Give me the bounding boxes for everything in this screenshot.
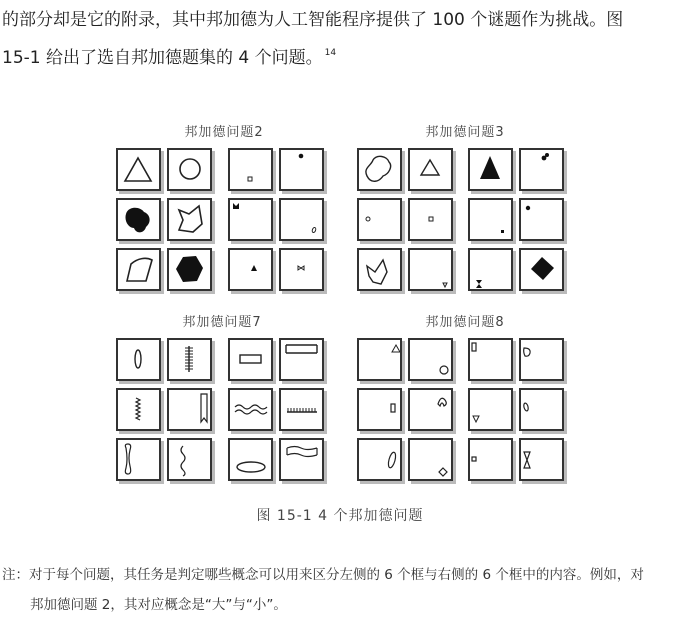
intro-line-2	[2, 37, 676, 75]
bp3-left-cell	[408, 248, 453, 291]
corner-hook-icon	[410, 390, 451, 429]
edge-hourglass-icon	[521, 440, 562, 479]
bp2-right-cell	[228, 148, 273, 191]
outline-triangle-icon	[410, 150, 451, 189]
corner-diamond-icon	[410, 440, 451, 479]
edge-rectangle-icon	[470, 340, 511, 379]
black-hourglass-icon	[470, 250, 511, 289]
outline-small-square-icon	[410, 200, 451, 239]
large-black-hexagon-icon	[169, 250, 210, 289]
note-line-1: 注：对于每个问题，其任务是判定哪些概念可以用来区分左侧的 6 个框与右侧的 6 个框中的内容。例如，对	[2, 567, 644, 583]
corner-rectangle-icon	[359, 390, 400, 429]
black-small-dot-icon	[521, 200, 562, 239]
bp7-left-cell	[167, 438, 212, 481]
bp7-right-cell	[279, 338, 324, 381]
black-triangle-icon	[470, 150, 511, 189]
outline-small-circle-icon	[359, 200, 400, 239]
bp2-right-cell	[228, 248, 273, 291]
bp3-right-cell	[468, 148, 513, 191]
bp2-right-cell	[279, 248, 324, 291]
horizontal-wavy-band-icon	[281, 440, 322, 479]
bp3-left-cell	[357, 148, 402, 191]
bp7-left-cell	[116, 388, 161, 431]
bp7-left-cell	[167, 338, 212, 381]
bp2-left-cell	[167, 148, 212, 191]
bp8-right-cell	[468, 338, 513, 381]
black-dots-icon	[521, 150, 562, 189]
large-irregular-polygon-icon	[169, 200, 210, 239]
bp2-left-cell	[167, 248, 212, 291]
small-bowtie-icon	[281, 250, 322, 289]
horizontal-wave-icon	[230, 390, 271, 429]
bp8-right-cell	[519, 388, 564, 431]
bp2-right-cell	[279, 148, 324, 191]
black-small-square-icon	[470, 200, 511, 239]
footnote-ref: 14	[324, 48, 337, 58]
horizontal-rectangle-icon	[230, 340, 271, 379]
bp7-right-cell	[228, 338, 273, 381]
bp7-right-cell	[228, 388, 273, 431]
bp8-left-cell	[357, 388, 402, 431]
bp8-right-cell	[468, 438, 513, 481]
bp2-right-cell	[228, 198, 273, 241]
note-line-2: 邦加德问题 2，其对应概念是“大”与“小”。	[30, 597, 287, 613]
intro-line-1: 的部分却是它的附录，其中邦加德为人工智能程序提供了 100 个谜题作为挑战。图	[2, 10, 624, 30]
vertical-zigzag-icon	[118, 390, 159, 429]
bp8-left-cell	[408, 338, 453, 381]
bp3-right-cell	[468, 198, 513, 241]
vertical-squiggle-icon	[169, 440, 210, 479]
corner-triangle-icon	[359, 340, 400, 379]
small-crown-icon	[230, 200, 271, 239]
large-triangle-icon	[118, 150, 159, 189]
bp3-right-cell	[519, 198, 564, 241]
panel-title-bp7: 邦加德问题7	[182, 315, 262, 330]
edge-small-square-icon	[470, 440, 511, 479]
figure-note	[2, 560, 678, 620]
edge-triangle-icon	[470, 390, 511, 429]
bp3-left-cell	[357, 248, 402, 291]
small-oval-icon	[281, 200, 322, 239]
edge-curl-icon	[521, 340, 562, 379]
large-sector-icon	[118, 250, 159, 289]
corner-circle-icon	[410, 340, 451, 379]
large-circle-icon	[169, 150, 210, 189]
small-black-triangle-icon	[230, 250, 271, 289]
intro-line-2-text: 15-1 给出了选自邦加德题集的 4 个问题。	[2, 48, 323, 68]
bp3-left-cell	[357, 198, 402, 241]
figure-caption: 图 15-1 4 个邦加德问题	[256, 508, 424, 524]
panel-title-bp3: 邦加德问题3	[425, 125, 505, 140]
outline-irregular-polygon-icon	[359, 250, 400, 289]
bp7-right-cell	[279, 388, 324, 431]
horizontal-oval-icon	[230, 440, 271, 479]
bp8-right-cell	[519, 338, 564, 381]
bp3-right-cell	[519, 148, 564, 191]
bp8-left-cell	[357, 338, 402, 381]
bp3-left-cell	[408, 148, 453, 191]
small-dot-icon	[281, 150, 322, 189]
black-diamond-icon	[521, 250, 562, 289]
vertical-comb-icon	[169, 340, 210, 379]
horizontal-bowtie-icon	[281, 340, 322, 379]
bp3-right-cell	[468, 248, 513, 291]
bp8-left-cell	[357, 438, 402, 481]
panel-title-bp8: 邦加德问题8	[425, 315, 505, 330]
bp7-left-cell	[167, 388, 212, 431]
vertical-ribbon-icon	[169, 390, 210, 429]
bp7-left-cell	[116, 338, 161, 381]
bp2-left-cell	[116, 148, 161, 191]
bp2-left-cell	[167, 198, 212, 241]
bp7-right-cell	[279, 438, 324, 481]
horizontal-comb-icon	[281, 390, 322, 429]
bp2-right-cell	[279, 198, 324, 241]
small-square-icon	[230, 150, 271, 189]
panel-title-bp2: 邦加德问题2	[184, 125, 264, 140]
bp7-left-cell	[116, 438, 161, 481]
outline-small-triangle-icon	[410, 250, 451, 289]
bp8-right-cell	[519, 438, 564, 481]
corner-oval-icon	[359, 440, 400, 479]
large-black-blob-icon	[118, 200, 159, 239]
bp8-left-cell	[408, 438, 453, 481]
vertical-capsule-icon	[118, 440, 159, 479]
bp2-left-cell	[116, 248, 161, 291]
vertical-oval-icon	[118, 340, 159, 379]
outline-blob-icon	[359, 150, 400, 189]
bp8-left-cell	[408, 388, 453, 431]
bp2-left-cell	[116, 198, 161, 241]
bp8-right-cell	[468, 388, 513, 431]
bp7-right-cell	[228, 438, 273, 481]
bp3-right-cell	[519, 248, 564, 291]
bp3-left-cell	[408, 198, 453, 241]
edge-oval-icon	[521, 390, 562, 429]
intro-paragraph	[2, 4, 676, 75]
